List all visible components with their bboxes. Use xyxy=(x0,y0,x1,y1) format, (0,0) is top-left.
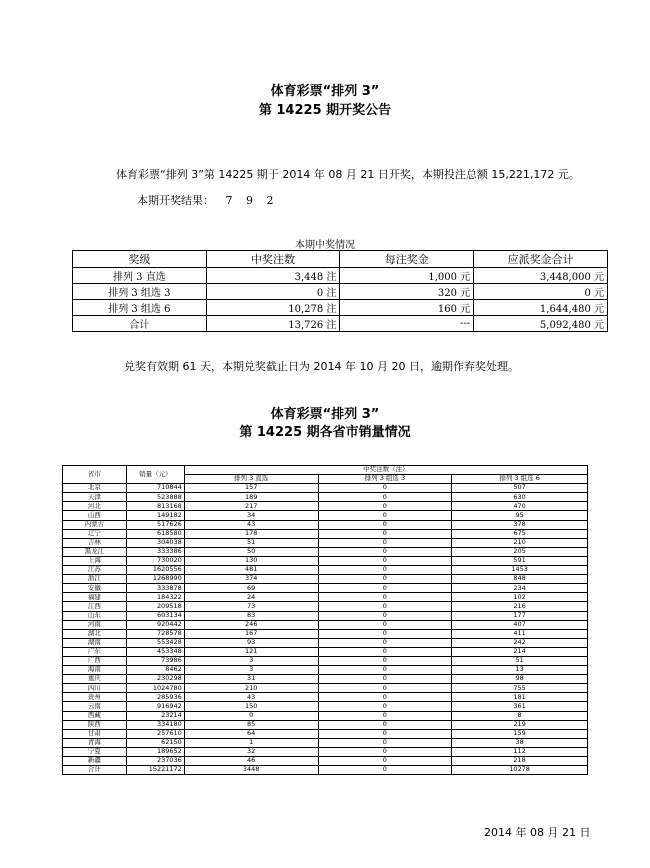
prize-per-bet: 160 元 xyxy=(340,300,474,316)
draw-result xyxy=(137,192,279,208)
province-sales: 257610 xyxy=(126,729,184,738)
direct-winners: 3 xyxy=(184,666,318,675)
province-name: 新疆 xyxy=(63,757,127,766)
province-sales: 304038 xyxy=(126,538,184,547)
prize-header-total: 应派奖金合计 xyxy=(474,251,608,268)
province-name: 吉林 xyxy=(63,538,127,547)
province-sales: 710844 xyxy=(126,484,184,493)
direct-winners: 481 xyxy=(184,566,318,575)
prize-table-caption: 本期中奖情况 xyxy=(295,240,355,251)
group6-winners: 675 xyxy=(452,529,588,538)
group6-winners: 159 xyxy=(452,729,588,738)
group3-winners: 0 xyxy=(318,666,452,675)
direct-winners: 178 xyxy=(184,529,318,538)
group3-winners: 0 xyxy=(318,566,452,575)
direct-winners: 31 xyxy=(184,675,318,684)
province-sales: 813168 xyxy=(126,502,184,511)
group6-winners: 214 xyxy=(452,647,588,656)
province-sales: 149182 xyxy=(126,511,184,520)
prize-table xyxy=(72,250,608,332)
group3-winners: 0 xyxy=(318,611,452,620)
prize-total: 5,092,480 元 xyxy=(474,316,608,332)
group6-winners: 361 xyxy=(452,702,588,711)
province-sales: 23214 xyxy=(126,711,184,720)
prize-level: 排列 3 组选 3 xyxy=(73,284,207,300)
province-sales: 728578 xyxy=(126,629,184,638)
prize-winners: 10,278 注 xyxy=(206,300,340,316)
group3-winners: 0 xyxy=(318,629,452,638)
sales-header: 销量（元） xyxy=(126,466,184,484)
group3-winners: 0 xyxy=(318,757,452,766)
direct-winners: 51 xyxy=(184,538,318,547)
prize-row xyxy=(73,300,608,316)
group6-winners: 755 xyxy=(452,684,588,693)
group3-winners: 0 xyxy=(318,547,452,556)
direct-winners: 93 xyxy=(184,638,318,647)
direct-header: 排列 3 直选 xyxy=(184,475,318,484)
direct-winners: 46 xyxy=(184,757,318,766)
direct-winners: 32 xyxy=(184,747,318,756)
group6-winners: 95 xyxy=(452,511,588,520)
direct-winners: 3 xyxy=(184,656,318,665)
group6-winners: 234 xyxy=(452,584,588,593)
province-row xyxy=(63,711,588,720)
group6-header: 排列 3 组选 6 xyxy=(452,475,588,484)
province-sales: 73986 xyxy=(126,656,184,665)
province-sales: 1268990 xyxy=(126,575,184,584)
group3-winners: 0 xyxy=(318,766,452,775)
province-sales: 453348 xyxy=(126,647,184,656)
province-sales: 62150 xyxy=(126,738,184,747)
group6-winners: 411 xyxy=(452,629,588,638)
group6-winners: 51 xyxy=(452,656,588,665)
province-name: 湖北 xyxy=(63,629,127,638)
direct-winners: 85 xyxy=(184,720,318,729)
province-sales: 184322 xyxy=(126,593,184,602)
province-row-total xyxy=(63,766,588,775)
prize-level: 合计 xyxy=(73,316,207,332)
group3-winners: 0 xyxy=(318,656,452,665)
footer-date: 2014 年 08 月 21 日 xyxy=(484,826,591,839)
province-name: 安徽 xyxy=(63,584,127,593)
province-row xyxy=(63,720,588,729)
province-name: 江西 xyxy=(63,602,127,611)
province-sales: 8462 xyxy=(126,666,184,675)
province-name: 山西 xyxy=(63,511,127,520)
province-name: 合计 xyxy=(63,766,127,775)
province-row xyxy=(63,493,588,502)
group6-winners: 205 xyxy=(452,547,588,556)
province-row xyxy=(63,593,588,602)
province-sales: 334180 xyxy=(126,720,184,729)
group3-winners: 0 xyxy=(318,520,452,529)
province-row xyxy=(63,656,588,665)
group3-winners: 0 xyxy=(318,529,452,538)
direct-winners: 150 xyxy=(184,702,318,711)
group3-winners: 0 xyxy=(318,511,452,520)
direct-winners: 167 xyxy=(184,629,318,638)
province-name: 天津 xyxy=(63,493,127,502)
province-name: 海南 xyxy=(63,666,127,675)
group3-winners: 0 xyxy=(318,602,452,611)
direct-winners: 83 xyxy=(184,611,318,620)
province-row xyxy=(63,511,588,520)
province-name: 广西 xyxy=(63,656,127,665)
announcement-intro: 体育彩票“排列 3”第 14225 期于 2014 年 08 月 21 日开奖，本期投注总额 15,221,172 元。 xyxy=(116,168,580,181)
province-header: 省市 xyxy=(63,466,127,484)
province-name: 陕西 xyxy=(63,720,127,729)
group3-winners: 0 xyxy=(318,647,452,656)
group3-winners: 0 xyxy=(318,638,452,647)
province-sales: 230298 xyxy=(126,675,184,684)
province-name: 河北 xyxy=(63,502,127,511)
group3-winners: 0 xyxy=(318,593,452,602)
group6-winners: 219 xyxy=(452,720,588,729)
direct-winners: 50 xyxy=(184,547,318,556)
province-name: 青海 xyxy=(63,738,127,747)
province-name: 黑龙江 xyxy=(63,547,127,556)
group6-winners: 8 xyxy=(452,711,588,720)
group6-winners: 102 xyxy=(452,593,588,602)
province-row xyxy=(63,484,588,493)
group6-winners: 242 xyxy=(452,638,588,647)
province-sales: 285936 xyxy=(126,693,184,702)
province-row xyxy=(63,693,588,702)
province-name: 云南 xyxy=(63,702,127,711)
group3-winners: 0 xyxy=(318,738,452,747)
province-name: 贵州 xyxy=(63,693,127,702)
group6-winners: 630 xyxy=(452,493,588,502)
prize-winners: 13,726 注 xyxy=(206,316,340,332)
province-table-body xyxy=(63,484,588,775)
province-name: 山东 xyxy=(63,611,127,620)
direct-winners: 189 xyxy=(184,493,318,502)
direct-winners: 246 xyxy=(184,620,318,629)
province-row xyxy=(63,757,588,766)
group6-winners: 38 xyxy=(452,738,588,747)
province-row xyxy=(63,502,588,511)
group6-winners: 470 xyxy=(452,502,588,511)
group3-winners: 0 xyxy=(318,620,452,629)
prize-winners: 0 注 xyxy=(206,284,340,300)
prize-winners: 3,448 注 xyxy=(206,268,340,284)
province-row xyxy=(63,629,588,638)
province-sales: 618580 xyxy=(126,529,184,538)
direct-winners: 73 xyxy=(184,602,318,611)
province-sales: 333386 xyxy=(126,547,184,556)
province-row xyxy=(63,547,588,556)
prize-total: 0 元 xyxy=(474,284,608,300)
prize-row xyxy=(73,284,608,300)
prize-level: 排列 3 组选 6 xyxy=(73,300,207,316)
group3-winners: 0 xyxy=(318,720,452,729)
province-sales: 209518 xyxy=(126,602,184,611)
group3-winners: 0 xyxy=(318,575,452,584)
group3-header: 排列 3 组选 3 xyxy=(318,475,452,484)
direct-winners: 210 xyxy=(184,684,318,693)
province-sales: 730020 xyxy=(126,556,184,565)
winners-group-header: 中奖注数（注） xyxy=(184,466,587,475)
direct-winners: 43 xyxy=(184,693,318,702)
province-row xyxy=(63,675,588,684)
group3-winners: 0 xyxy=(318,493,452,502)
province-row xyxy=(63,638,588,647)
direct-winners: 1 xyxy=(184,738,318,747)
group6-winners: 848 xyxy=(452,575,588,584)
province-name: 河南 xyxy=(63,620,127,629)
prize-level: 排列 3 直选 xyxy=(73,268,207,284)
province-name: 上海 xyxy=(63,556,127,565)
announcement-subtitle: 第 14225 期开奖公告 xyxy=(258,103,392,118)
group6-winners: 591 xyxy=(452,556,588,565)
claim-notice: 兑奖有效期 61 天，本期兑奖截止日为 2014 年 10 月 20 日，逾期作弃奖处理。 xyxy=(124,360,519,373)
province-row xyxy=(63,729,588,738)
province-sales: 237036 xyxy=(126,757,184,766)
province-row xyxy=(63,620,588,629)
province-name: 广东 xyxy=(63,647,127,656)
province-sales: 333878 xyxy=(126,584,184,593)
province-name: 甘肃 xyxy=(63,729,127,738)
province-row xyxy=(63,556,588,565)
province-sales: 553428 xyxy=(126,638,184,647)
direct-winners: 217 xyxy=(184,502,318,511)
direct-winners: 0 xyxy=(184,711,318,720)
province-name: 重庆 xyxy=(63,675,127,684)
group6-winners: 378 xyxy=(452,520,588,529)
group6-winners: 177 xyxy=(452,611,588,620)
province-row xyxy=(63,666,588,675)
prize-per-bet: 320 元 xyxy=(340,284,474,300)
direct-winners: 130 xyxy=(184,556,318,565)
province-row xyxy=(63,520,588,529)
province-name: 湖南 xyxy=(63,638,127,647)
prize-total: 1,644,480 元 xyxy=(474,300,608,316)
province-sales: 1024780 xyxy=(126,684,184,693)
prize-total: 3,448,000 元 xyxy=(474,268,608,284)
draw-result-numbers: 7 9 2 xyxy=(225,194,279,207)
province-row xyxy=(63,529,588,538)
direct-winners: 24 xyxy=(184,593,318,602)
province-section-title: 体育彩票“排列 3” xyxy=(270,407,380,422)
direct-winners: 69 xyxy=(184,584,318,593)
direct-winners: 43 xyxy=(184,520,318,529)
province-row xyxy=(63,611,588,620)
province-sales-table xyxy=(62,465,588,775)
province-row xyxy=(63,747,588,756)
group6-winners: 10278 xyxy=(452,766,588,775)
direct-winners: 3448 xyxy=(184,766,318,775)
group3-winners: 0 xyxy=(318,502,452,511)
province-name: 江苏 xyxy=(63,566,127,575)
group3-winners: 0 xyxy=(318,538,452,547)
group6-winners: 218 xyxy=(452,757,588,766)
group3-winners: 0 xyxy=(318,693,452,702)
province-name: 福建 xyxy=(63,593,127,602)
province-row xyxy=(63,538,588,547)
province-section-subtitle: 第 14225 期各省市销量情况 xyxy=(239,425,411,440)
province-sales: 15221172 xyxy=(126,766,184,775)
province-row xyxy=(63,602,588,611)
group3-winners: 0 xyxy=(318,747,452,756)
prize-row-total xyxy=(73,316,608,332)
province-name: 辽宁 xyxy=(63,529,127,538)
prize-per-bet: 1,000 元 xyxy=(340,268,474,284)
province-name: 内蒙古 xyxy=(63,520,127,529)
province-row xyxy=(63,566,588,575)
province-name: 宁夏 xyxy=(63,747,127,756)
province-sales: 916942 xyxy=(126,702,184,711)
group3-winners: 0 xyxy=(318,556,452,565)
province-row xyxy=(63,684,588,693)
direct-winners: 157 xyxy=(184,484,318,493)
prize-per-bet: --- xyxy=(340,316,474,332)
province-row xyxy=(63,702,588,711)
province-sales: 603134 xyxy=(126,611,184,620)
province-name: 浙江 xyxy=(63,575,127,584)
group6-winners: 210 xyxy=(452,538,588,547)
group6-winners: 1453 xyxy=(452,566,588,575)
draw-result-label: 本期开奖结果： xyxy=(137,194,214,207)
group6-winners: 13 xyxy=(452,666,588,675)
prize-header-winners: 中奖注数 xyxy=(206,251,340,268)
group6-winners: 181 xyxy=(452,693,588,702)
group3-winners: 0 xyxy=(318,729,452,738)
prize-header-per-bet: 每注奖金 xyxy=(340,251,474,268)
announcement-title: 体育彩票“排列 3” xyxy=(270,84,380,99)
group3-winners: 0 xyxy=(318,484,452,493)
group3-winners: 0 xyxy=(318,684,452,693)
province-name: 北京 xyxy=(63,484,127,493)
province-row xyxy=(63,738,588,747)
group6-winners: 98 xyxy=(452,675,588,684)
province-sales: 920442 xyxy=(126,620,184,629)
province-row xyxy=(63,647,588,656)
group3-winners: 0 xyxy=(318,711,452,720)
direct-winners: 34 xyxy=(184,511,318,520)
direct-winners: 64 xyxy=(184,729,318,738)
prize-header-level: 奖级 xyxy=(73,251,207,268)
group3-winners: 0 xyxy=(318,584,452,593)
province-sales: 523888 xyxy=(126,493,184,502)
prize-row xyxy=(73,268,608,284)
prize-table-header xyxy=(73,251,608,268)
province-sales: 189652 xyxy=(126,747,184,756)
province-sales: 517626 xyxy=(126,520,184,529)
province-row xyxy=(63,575,588,584)
group3-winners: 0 xyxy=(318,702,452,711)
direct-winners: 121 xyxy=(184,647,318,656)
group6-winners: 112 xyxy=(452,747,588,756)
group6-winners: 407 xyxy=(452,620,588,629)
province-row xyxy=(63,584,588,593)
group6-winners: 216 xyxy=(452,602,588,611)
province-sales: 1620556 xyxy=(126,566,184,575)
group6-winners: 507 xyxy=(452,484,588,493)
province-name: 四川 xyxy=(63,684,127,693)
direct-winners: 374 xyxy=(184,575,318,584)
group3-winners: 0 xyxy=(318,675,452,684)
province-name: 西藏 xyxy=(63,711,127,720)
